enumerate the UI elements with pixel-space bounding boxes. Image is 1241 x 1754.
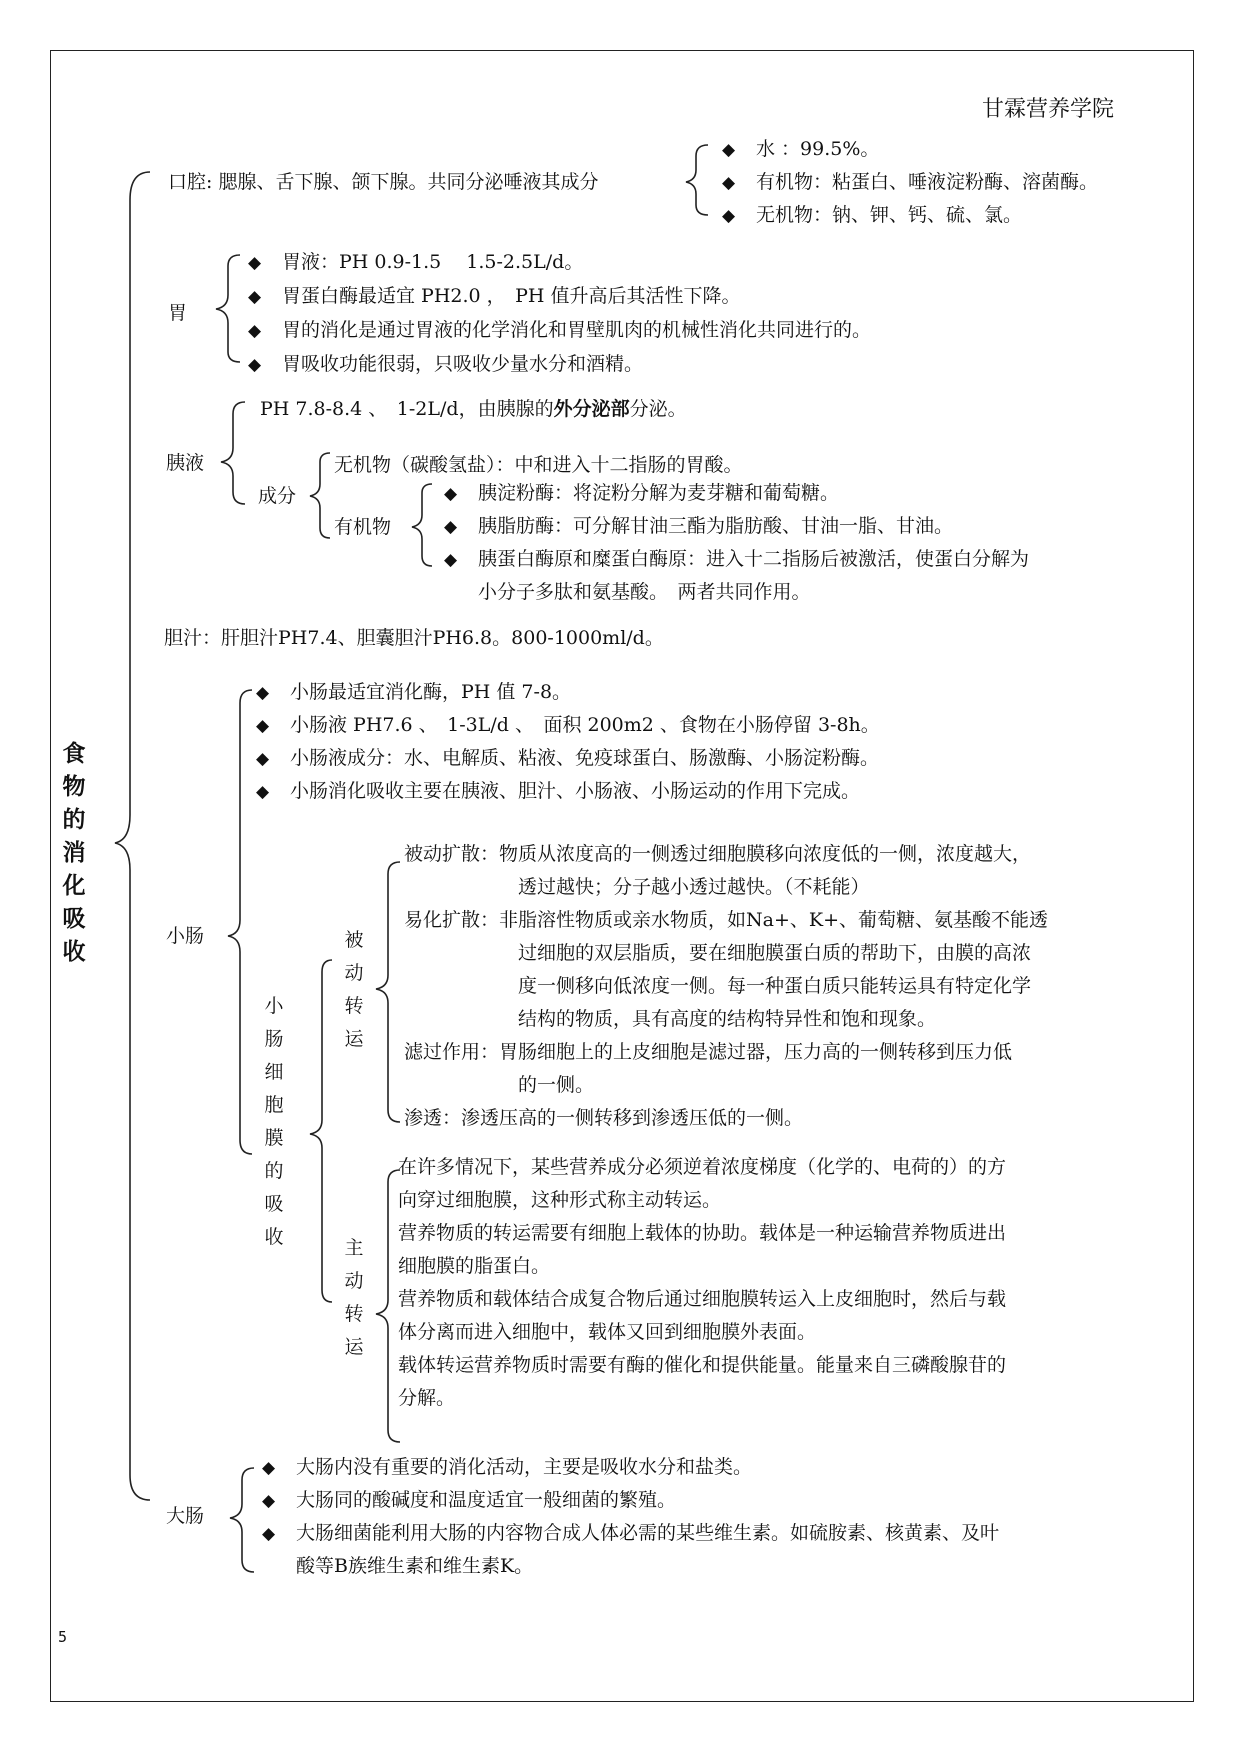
active-label-vertical: 主动转运 [344, 1237, 364, 1358]
membrane-label-vertical: 小肠细胞膜的吸收 [264, 995, 284, 1248]
large-intestine-item: ◆ 大肠细菌能利用大肠的内容物合成人体必需的某些维生素。如硫胺素、核黄素、及叶 [262, 1521, 999, 1546]
large-intestine-item: ◆ 大肠内没有重要的消化活动，主要是吸收水分和盐类。 [262, 1455, 752, 1480]
small-intestine-label: 小肠 [166, 925, 205, 947]
passive-line: 结构的物质，具有高度的结构特异性和饱和现象。 [518, 1008, 937, 1030]
main-title-vertical: 食物的消化吸收 [62, 741, 86, 965]
inorganic-line: 无机物（碳酸氢盐）：中和进入十二指肠的胃酸。 [334, 454, 743, 476]
large-intestine-label: 大肠 [166, 1505, 205, 1527]
stomach-item: ◆ 胃吸收功能很弱，只吸收少量水分和酒精。 [248, 352, 643, 377]
mouth-brace [686, 145, 708, 215]
stomach-item: ◆ 胃液：PH 0.9-1.5 1.5-2.5L/d。 [248, 250, 583, 275]
pancreas-brace [221, 402, 245, 504]
stomach-brace [216, 255, 240, 362]
mouth-label: 口腔: 腮腺、舌下腺、颌下腺。共同分泌唾液其成分 [168, 171, 599, 193]
passive-brace [376, 862, 400, 1122]
pancreas-line1-bold: 外分泌部 [553, 398, 630, 420]
stomach-item: ◆ 胃的消化是通过胃液的化学消化和胃壁肌肉的机械性消化共同进行的。 [248, 318, 871, 343]
large-intestine-item-continued: 酸等B族维生素和维生素K。 [296, 1555, 534, 1577]
large-intestine-item: ◆ 大肠同的酸碱度和温度适宜一般细菌的繁殖。 [262, 1488, 676, 1513]
stomach-item: ◆ 胃蛋白酶最适宜 PH2.0 ， PH 值升高后其活性下降。 [248, 284, 741, 309]
small-intestine-item: ◆ 小肠液 PH7.6 、 1-3L/d 、 面积 200m2 、食物在小肠停留 3-8h。 [256, 713, 880, 738]
bile-line: 胆汁：肝胆汁PH7.4、胆囊胆汁PH6.8。800-1000ml/d。 [164, 627, 664, 649]
org-name: 甘霖营养学院 [982, 97, 1115, 122]
active-line: 向穿过细胞膜，这种形式称主动转运。 [398, 1189, 722, 1211]
pancreas-label: 胰液 [166, 452, 205, 474]
membrane-brace [310, 960, 332, 1302]
mouth-item: ◆ 有机物：粘蛋白、唾液淀粉酶、溶菌酶。 [722, 170, 1098, 195]
passive-line: 被动扩散：物质从浓度高的一侧透过细胞膜移向浓度低的一侧，浓度越大， [404, 843, 1032, 865]
organic-brace [412, 484, 432, 566]
pancreas-line1 [260, 397, 687, 421]
main-brace [115, 172, 150, 1500]
active-line: 营养物质的转运需要有细胞上载体的协助。载体是一种运输营养物质进出 [398, 1222, 1007, 1244]
small-intestine-brace [228, 690, 252, 1154]
active-line: 营养物质和载体结合成复合物后通过细胞膜转运入上皮细胞时，然后与载 [398, 1288, 1007, 1310]
small-intestine-item: ◆ 小肠最适宜消化酶，PH 值 7-8。 [256, 680, 571, 705]
large-intestine-brace [230, 1468, 254, 1572]
component-label: 成分 [258, 485, 297, 507]
stomach-label: 胃 [168, 302, 188, 324]
active-line: 在许多情况下，某些营养成分必须逆着浓度梯度（化学的、电荷的）的方 [398, 1156, 1007, 1178]
passive-line: 度一侧移向低浓度一侧。每一种蛋白质只能转运具有特定化学 [518, 975, 1032, 997]
passive-line: 的一侧。 [518, 1074, 595, 1096]
passive-label-vertical: 被动转运 [344, 929, 364, 1050]
mouth-item: ◆ 水 ：99.5%。 [722, 137, 879, 162]
passive-line: 过细胞的双层脂质，要在细胞膜蛋白质的帮助下，由膜的高浓 [518, 942, 1032, 964]
organic-label: 有机物 [334, 516, 392, 538]
passive-line: 透过越快；分子越小透过越快。（不耗能） [518, 876, 870, 898]
active-line: 体分离而进入细胞中，载体又回到细胞膜外表面。 [398, 1321, 817, 1343]
organic-item: ◆ 胰脂肪酶：可分解甘油三酯为脂肪酸、甘油一脂、甘油。 [444, 514, 953, 539]
organic-item-continued: 小分子多肽和氨基酸。 两者共同作用。 [478, 581, 811, 603]
organic-item: ◆ 胰淀粉酶：将淀粉分解为麦芽糖和葡萄糖。 [444, 481, 839, 506]
small-intestine-item: ◆ 小肠液成分：水、电解质、粘液、免疫球蛋白、肠激酶、小肠淀粉酶。 [256, 746, 879, 771]
active-brace [376, 1170, 400, 1442]
passive-line: 渗透：渗透压高的一侧转移到渗透压低的一侧。 [404, 1107, 804, 1129]
passive-line: 易化扩散：非脂溶性物质或亲水物质，如Na+、K+、葡萄糖、氨基酸不能透 [404, 909, 1048, 931]
mouth-item: ◆ 无机物：钠、钾、钙、硫、氯。 [722, 203, 1022, 228]
small-intestine-item: ◆ 小肠消化吸收主要在胰液、胆汁、小肠液、小肠运动的作用下完成。 [256, 779, 860, 804]
pancreas-line1-post: 分泌。 [629, 398, 687, 420]
active-line: 细胞膜的脂蛋白。 [398, 1255, 551, 1277]
pancreas-line1-pre: PH 7.8-8.4 、 1-2L/d，由胰腺的 [260, 398, 554, 420]
active-line: 分解。 [398, 1387, 456, 1409]
component-brace [310, 453, 330, 538]
active-line: 载体转运营养物质时需要有酶的催化和提供能量。能量来自三磷酸腺苷的 [398, 1354, 1007, 1376]
organic-item: ◆ 胰蛋白酶原和糜蛋白酶原：进入十二指肠后被激活，使蛋白分解为 [444, 547, 1029, 572]
passive-line: 滤过作用：胃肠细胞上的上皮细胞是滤过器，压力高的一侧转移到压力低 [404, 1041, 1013, 1063]
page-number: 5 [58, 1628, 68, 1646]
